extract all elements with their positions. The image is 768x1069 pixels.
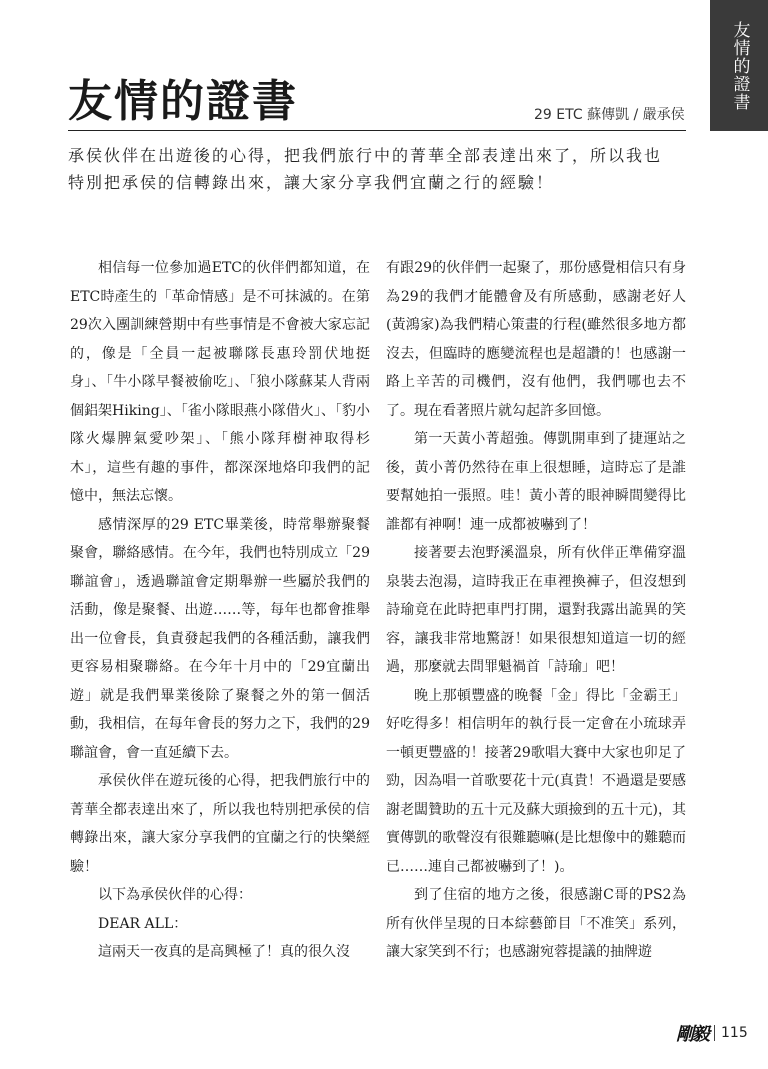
magazine-logo: 剛毅 <box>676 1024 708 1045</box>
section-tab: 友情的證書 <box>710 0 768 131</box>
page-footer <box>676 1018 748 1048</box>
page-number: 115 <box>721 1025 748 1041</box>
paragraph: 承侯伙伴在遊玩後的心得，把我們旅行中的菁華全都表達出來了，所以我也特別把承侯的信轉錄出來，讓大家分享我們的宜蘭之行的快樂經驗！ <box>70 773 370 875</box>
paragraph: 相信每一位參加過ETC的伙伴們都知道，在ETC時產生的「革命情感」是不可抹滅的。在第29次入團訓練營期中有些事情是不會被大家忘記的，像是「全員一起被聯隊長惠玲罰伏地挺身」、「牛小隊早餐被偷吃」、「狼小隊蘇某人背兩個鋁架Hiking」、「雀小隊眼燕小隊借火」、「豹小隊火爆脾氣愛吵架」、「熊小隊拜樹神取得杉木」，這些有趣的事件，都深深地烙印我們的記憶中，無法忘懷。 <box>70 260 370 504</box>
paragraph: 以下為承侯伙伴的心得： <box>98 887 252 903</box>
intro-lead: 承侯伙伴在出遊後的心得，把我們旅行中的菁華全部表達出來了，所以我也特別把承侯的信轉錄出來，讓大家分享我們宜蘭之行的經驗！ <box>68 146 663 192</box>
paragraph: 第一天黃小菁超強。傳凱開車到了捷運站之後，黃小菁仍然待在車上很想睡，這時忘了是誰要幫她拍一張照。哇！黃小菁的眼神瞬間變得比誰都有神啊！連一成都被嚇到了！ <box>386 431 686 533</box>
body-column-right <box>386 254 686 967</box>
paragraph: 這兩天一夜真的是高興極了！真的很久沒 <box>98 944 350 960</box>
article-byline: 29 ETC 蘇傳凱 / 嚴承侯 <box>534 107 685 123</box>
paragraph: 感情深厚的29 ETC畢業後，時常舉辦聚餐聚會，聯絡感情。在今年，我們也特別成立「29聯誼會」，透過聯誼會定期舉辦一些屬於我們的活動，像是聚餐、出遊……等，每年也都會推舉出一位會長，負責發起我們的各種活動，讓我們更容易相聚聯絡。在今年十月中的「29宜蘭出遊」就是我們畢業後除了聚餐之外的第一個活動，我相信，在每年會長的努力之下，我們的29聯誼會，會一直延續下去。 <box>70 516 370 761</box>
paragraph-continued: 有跟29的伙伴們一起聚了，那份感覺相信只有身為29的我們才能體會及有所感動，感謝老好人(黃鴻家)為我們精心策畫的行程(雖然很多地方都沒去，但臨時的應變流程也是超讚的！也感謝一路上辛苦的司機們，沒有他們，我們哪也去不了。現在看著照片就勾起許多回憶。 <box>386 260 686 419</box>
title-divider <box>68 130 686 131</box>
paragraph: 到了住宿的地方之後，很感謝C哥的PS2為所有伙伴呈現的日本綜藝節目「不准笑」系列，讓大家笑到不行；也感謝宛蓉提議的抽牌遊 <box>386 887 686 960</box>
paragraph: DEAR ALL： <box>98 915 188 932</box>
paragraph: 晚上那頓豐盛的晚餐「金」得比「金霸王」好吃得多！相信明年的執行長一定會在小琉球弄一頓更豐盛的！接著29歌唱大賽中大家也卯足了勁，因為唱一首歌要花十元(真貴！不過還是要感謝老闆贊助的五十元及蘇大頭撿到的五十元)，其實傳凱的歌聲沒有很難聽嘛(是比想像中的難聽而已……連自己都被嚇到了！)。 <box>386 687 686 875</box>
body-column-left <box>70 254 370 967</box>
article-title: 友情的證書 <box>68 76 298 127</box>
footer-divider <box>714 1025 715 1041</box>
paragraph: 接著要去泡野溪溫泉，所有伙伴正準備穿溫泉裝去泡湯，這時我正在車裡換褲子，但沒想到詩瑜竟在此時把車門打開，還對我露出詭異的笑容，讓我非常地驚訝！如果很想知道這一切的經過，那麼就去問罪魁禍首「詩瑜」吧！ <box>386 545 686 675</box>
